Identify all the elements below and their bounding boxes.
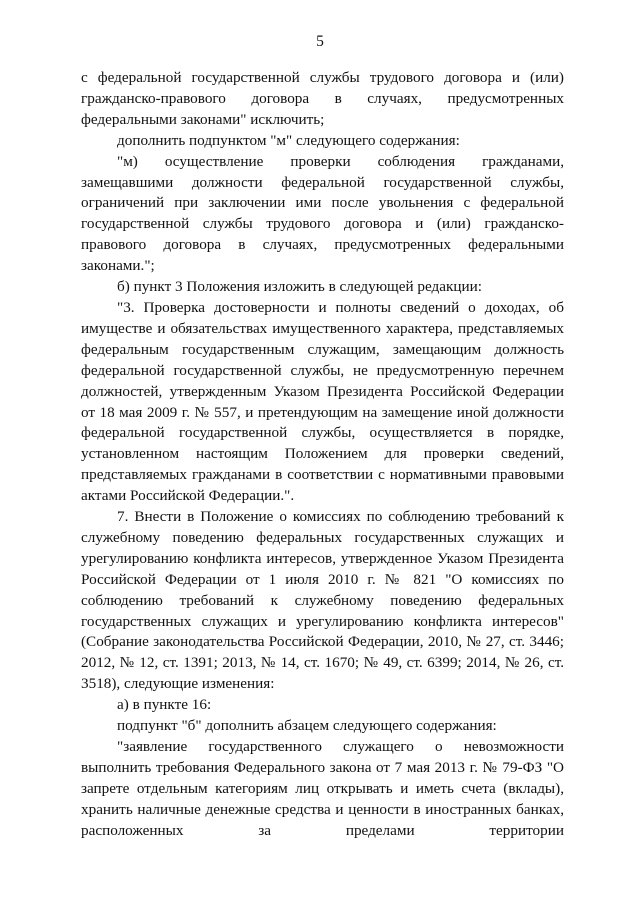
paragraph-add-subclause-m: дополнить подпунктом "м" следующего содержания: (117, 131, 460, 149)
paragraph-clause-a: а) в пункте 16: (117, 696, 212, 714)
page-number: 5 (316, 33, 324, 50)
paragraph-statement: "заявление государственного служащего о невозможности выполнить требования Федерального закона от 7 мая 2013 г. № 79-ФЗ "О запрете отдельным категориям лиц открывать и иметь счета (вклады), хранить наличные денежные средства и ценности в иностранных банках, расположенных за пределами территории (81, 738, 564, 839)
paragraph-clause-3: "3. Проверка достоверности и полноты сведений о доходах, об имуществе и обязательствах имущественного характера, представляемых федеральным государственным служащим, замещающим должность федеральной государственной службы, не предусмотренную перечнем должностей, утвержденным Указом Президента Российской Федерации от 18 мая 2009 г. № 557, и претендующим на замещение иной должности федеральной государственной службы, осуществляется в порядке, установленном настоящим Положением для проверки сведений, представляемых гражданами в соответствии с нормативными правовыми актами Российской Федерации.". (81, 298, 564, 505)
paragraph-clause-b: б) пункт 3 Положения изложить в следующей редакции: (117, 278, 483, 296)
paragraph-continuation: с федеральной государственной службы трудового договора и (или) гражданско-правового договора в случаях, предусмотренных федеральными законами" исключить; (81, 69, 564, 128)
document-body (81, 68, 564, 842)
paragraph-subclause-m: "м) осуществление проверки соблюдения гражданами, замещавшими должности федеральной государственной службы, ограничений при заключении ими после увольнения с федеральной государственной службы трудового договора и (или) гражданско-правового договора в случаях, предусмотренных федеральными законами."; (81, 152, 564, 275)
paragraph-subclause-b: подпункт "б" дополнить абзацем следующего содержания: (117, 717, 497, 735)
paragraph-item-7: 7. Внести в Положение о комиссиях по соблюдению требований к служебному поведению федеральных государственных служащих и урегулированию конфликта интересов, утвержденное Указом Президента Российской Федерации от 1 июля 2010 г. № 821 "О комиссиях по соблюдению требований к служебному поведению федеральных государственных служащих и урегулированию конфликта интересов" (Собрание законодательства Российской Федерации, 2010, № 27, ст. 3446; 2012, № 12, ст. 1391; 2013, № 14, ст. 1670; № 49, ст. 6399; 2014, № 26, ст. 3518), следующие изменения: (81, 508, 564, 693)
